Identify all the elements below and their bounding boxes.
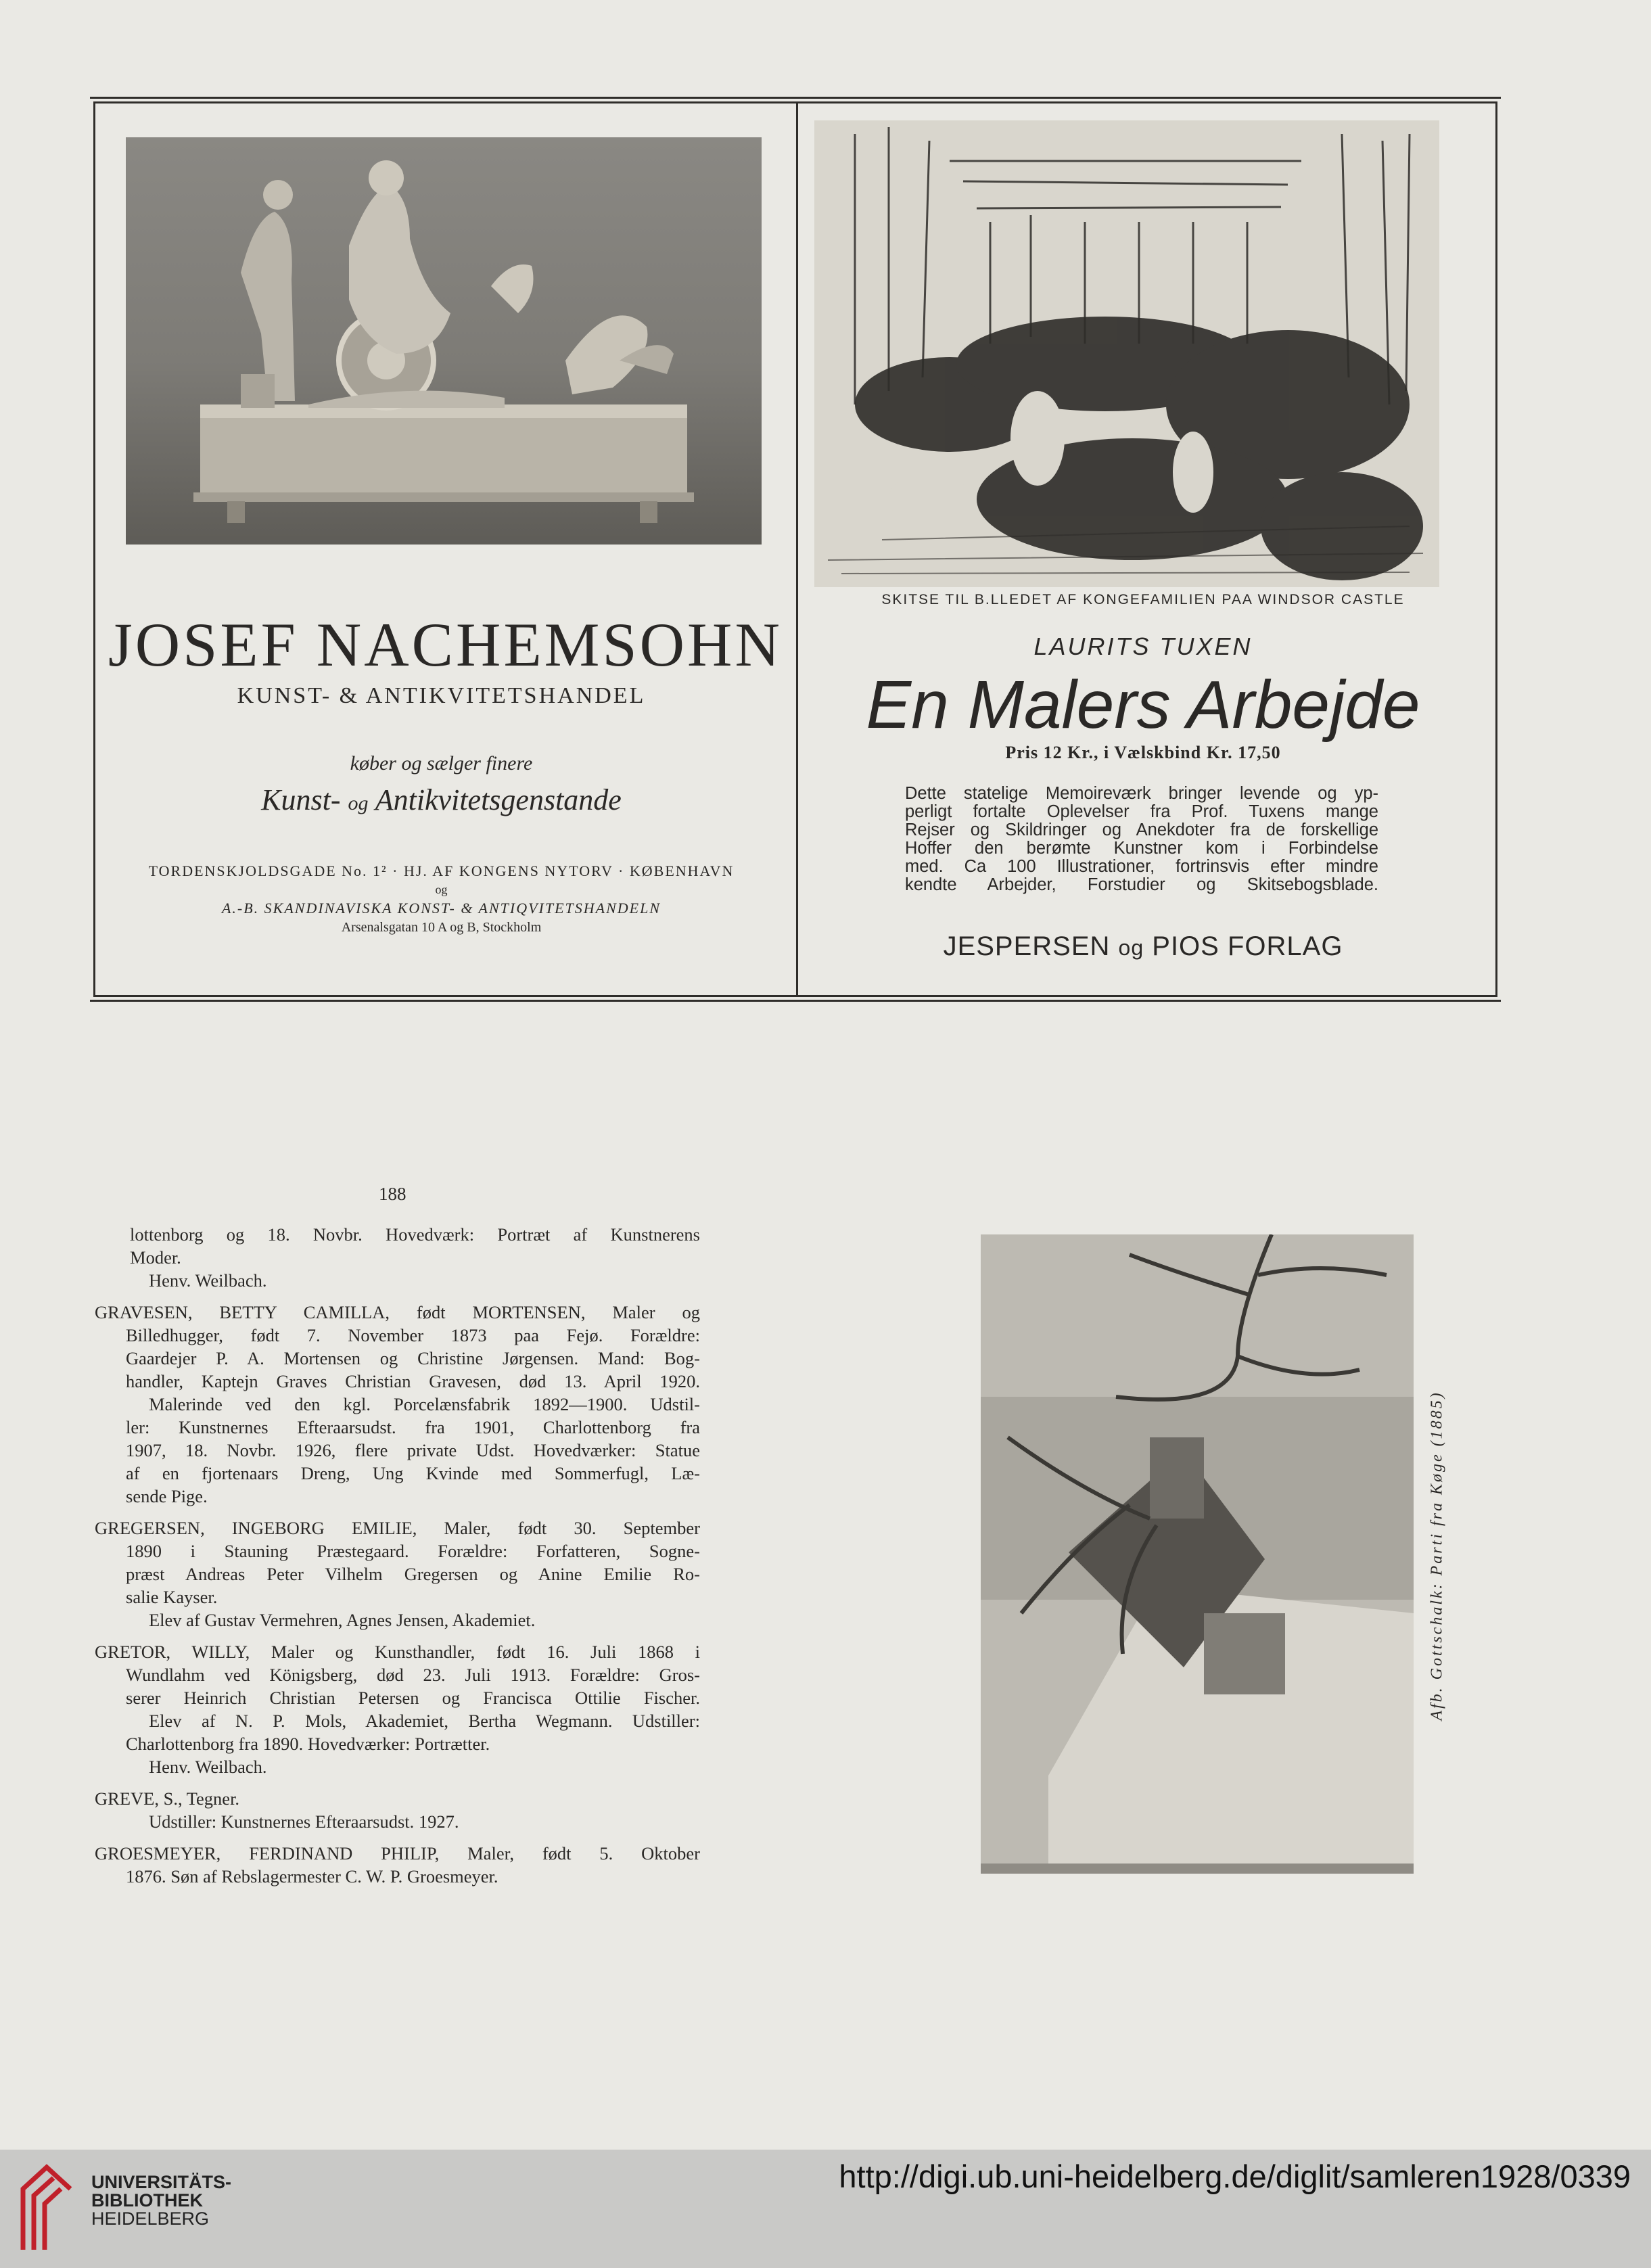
publisher	[805, 931, 1481, 962]
goods-word-2: Antikvitetsgenstande	[375, 783, 622, 816]
firm-address: TORDENSKJOLDSGADE No. 1² · HJ. AF KONGENS NYTORV · KØBENHAVN	[148, 862, 735, 879]
entry-groesmeyer	[95, 1842, 700, 1888]
goods-heading	[108, 783, 774, 817]
entry-line: Gaardejer P. A. Mortensen og Christine Jørgensen. Mand: Bog-	[126, 1348, 700, 1368]
page-number: 188	[379, 1184, 406, 1204]
entry-line: GROESMEYER, FERDINAND PHILIP, Maler, født 5. Oktober	[95, 1843, 700, 1864]
entry-line: GRETOR, WILLY, Maler og Kunsthandler, født 16. Juli 1868 i	[95, 1642, 700, 1662]
entry-gretor	[95, 1640, 700, 1778]
blurb-line: Rejser og Skildringer og Anekdoter fra de forskellige	[905, 820, 1378, 839]
entry-line: ler: Kunstnernes Efteraarsudst. fra 1901, Charlottenborg fra	[126, 1417, 700, 1437]
entry-line: sende Pige.	[126, 1486, 208, 1506]
entry-line: GREVE, S., Tegner.	[95, 1788, 240, 1809]
entry-line: af en fjortenaars Dreng, Ung Kvinde med Sommerfugl, Læ-	[126, 1463, 700, 1483]
blurb-line: Dette statelige Memoireværk bringer levende og yp-	[905, 784, 1378, 803]
entry-gravesen	[95, 1301, 700, 1508]
entry-line: Charlottenborg fra 1890. Hovedværker: Portrætter.	[126, 1734, 490, 1754]
blurb-line: med. Ca 100 Illustrationer, fortrinsvis efter mindre	[905, 857, 1378, 876]
entry-gregersen	[95, 1517, 700, 1631]
entry-line: lottenborg og 18. Novbr. Hovedværk: Portræt af Kunstnerens	[130, 1224, 700, 1245]
publisher-og: og	[1118, 935, 1144, 960]
entry-line: Henv. Weilbach.	[149, 1757, 267, 1777]
swedish-address: Arsenalsgatan 10 A og B, Stockholm	[341, 920, 542, 935]
buys-sells-line: køber og sælger finere	[350, 752, 533, 774]
library-name	[91, 2173, 231, 2228]
entry-line: Udstiller: Kunstnernes Efteraarsudst. 1927.	[149, 1811, 459, 1832]
entry-line: Moder.	[130, 1247, 181, 1268]
swedish-firm: A.-B. SKANDINAVISKA KONST- & ANTIQVITETSHANDELN	[221, 900, 661, 917]
koge-painting-image	[981, 1234, 1414, 1874]
entry-line: 1890 i Stauning Præstegaard. Forældre: Forfatteren, Sogne-	[126, 1541, 700, 1561]
entry-line: 1876. Søn af Rebslagermester C. W. P. Groesmeyer.	[126, 1866, 498, 1887]
library-name-line-3: HEIDELBERG	[91, 2208, 210, 2229]
sketch-caption: SKITSE TIL B.LLEDET AF KONGEFAMILIEN PAA WINDSOR CASTLE	[881, 592, 1405, 607]
firm-subtitle: KUNST- & ANTIKVITETSHANDEL	[237, 683, 646, 708]
library-name-line-2: BIBLIOTHEK	[91, 2190, 203, 2211]
windsor-sketch-image	[814, 120, 1439, 587]
entry-line: Elev af Gustav Vermehren, Agnes Jensen, Akademiet.	[149, 1610, 536, 1630]
entry-line: GREGERSEN, INGEBORG EMILIE, Maler, født 30. September	[95, 1518, 700, 1538]
entry-line: Malerinde ved den kgl. Porcelænsfabrik 1892—1900. Udstil-	[149, 1394, 700, 1414]
blurb-line: Hoffer den berømte Kunstner kom i Forbindelse	[905, 839, 1378, 858]
goods-word-1: Kunst-	[261, 783, 341, 816]
entry-greve	[95, 1787, 700, 1833]
firm-name: JOSEF NACHEMSOHN	[108, 610, 783, 679]
og-separator: og	[435, 883, 448, 896]
mantel-clock-photo	[126, 137, 762, 545]
entry-continued	[95, 1223, 700, 1292]
book-blurb	[905, 785, 1378, 894]
entry-line: Billedhugger, født 7. November 1873 paa Fejø. Forældre:	[126, 1325, 700, 1345]
entry-line: 1907, 18. Novbr. 1926, flere private Udst. Hovedværker: Statue	[126, 1440, 700, 1460]
entry-line: handler, Kaptejn Graves Christian Gravesen, død 13. April 1920.	[126, 1371, 700, 1391]
painting-caption: Afb. Gottschalk: Parti fra Køge (1885)	[1428, 1391, 1446, 1721]
blurb-line: perligt fortalte Oplevelser fra Prof. Tuxens mange	[905, 802, 1378, 821]
entry-line: præst Andreas Peter Vilhelm Gregersen og Anine Emilie Ro-	[126, 1564, 700, 1584]
publisher-name-2: PIOS FORLAG	[1152, 931, 1343, 961]
biography-entries	[95, 1223, 700, 1897]
entry-line: GRAVESEN, BETTY CAMILLA, født MORTENSEN, Maler og	[95, 1302, 700, 1322]
advertisement-divider	[796, 101, 798, 997]
entry-line: Wundlahm ved Königsberg, død 23. Juli 1913. Forældre: Gros-	[126, 1665, 700, 1685]
book-title: En Malers Arbejde	[866, 667, 1420, 743]
blurb-line: kendte Arbejder, Forstudier og Skitsebogsblade.	[905, 875, 1378, 894]
library-name-line-1: UNIVERSITÄTS-	[91, 2172, 232, 2192]
publisher-name-1: JESPERSEN	[943, 931, 1111, 961]
book-author: LAURITS TUXEN	[1033, 632, 1253, 660]
entry-line: salie Kayser.	[126, 1587, 218, 1607]
entry-line: serer Heinrich Christian Petersen og Francisca Ottilie Fischer.	[126, 1688, 700, 1708]
book-price: Pris 12 Kr., i Vælskbind Kr. 17,50	[1005, 743, 1281, 762]
goods-og: og	[348, 792, 369, 814]
entry-line: Elev af N. P. Mols, Akademiet, Bertha Wegmann. Udstiller:	[149, 1711, 700, 1731]
university-library-logo[interactable]	[16, 2162, 77, 2253]
entry-line: Henv. Weilbach.	[149, 1270, 267, 1291]
source-url-link[interactable]: http://digi.ub.uni-heidelberg.de/diglit/samleren1928/0339	[839, 2158, 1631, 2194]
